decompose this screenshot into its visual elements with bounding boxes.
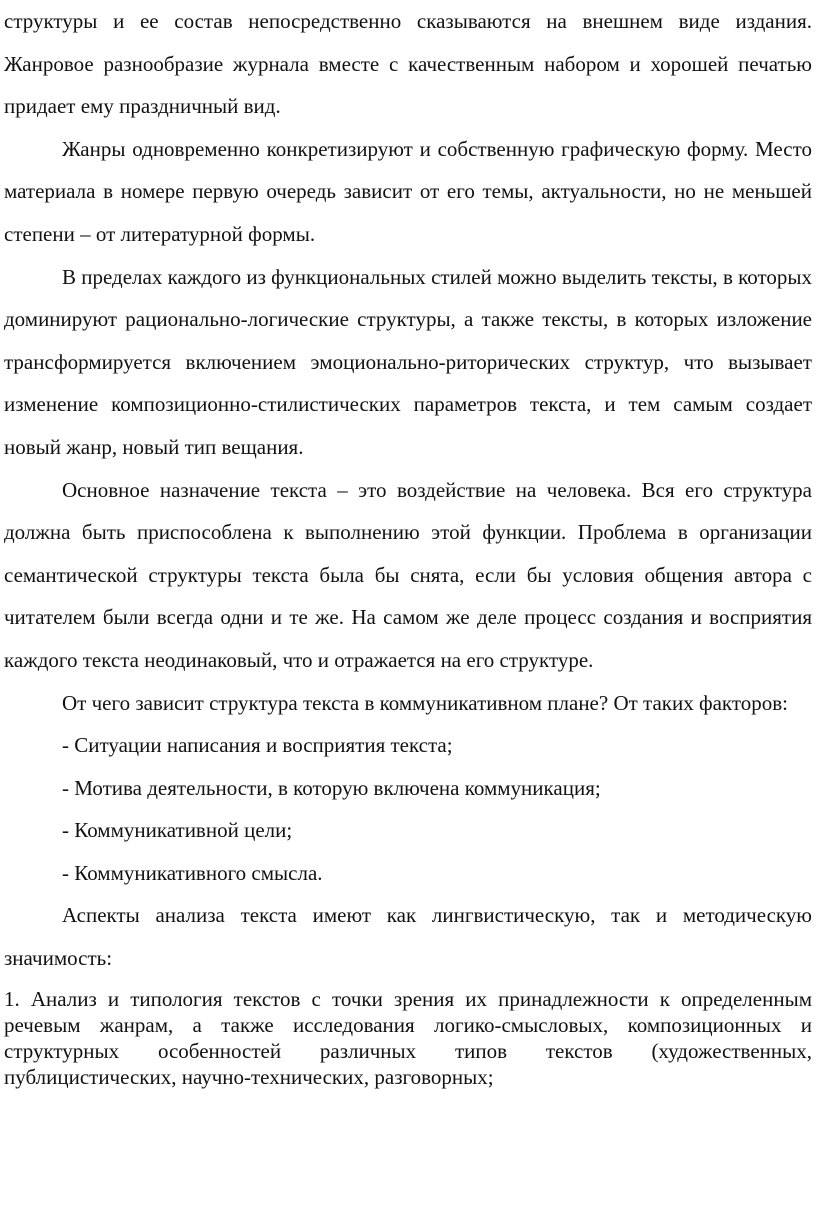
paragraph-structure-question: От чего зависит структура текста в коммуникативном плане? От таких факторов: — [62, 690, 788, 715]
paragraph-aspects: Аспекты анализа текста имеют как лингвистическую, так и методическую значимость: — [4, 903, 812, 971]
list-item-situation: - Ситуации написания и восприятия текста; — [62, 733, 453, 758]
list-item-goal: - Коммуникативной цели; — [62, 818, 293, 843]
list-item-motive: - Мотива деятельности, в которую включена коммуникация; — [62, 775, 601, 800]
paragraph-genres: Жанры одновременно конкретизируют и собственную графическую форму. Место материала в номере первую очередь зависит от его темы, актуальности, но не меньшей степени – от литературной формы. — [4, 136, 812, 246]
paragraph-numbered-1: 1. Анализ и типология текстов с точки зрения их принадлежности к определенным речевым жанрам, а также исследования логико-смысловых, композиционных и структурных особенностей различных типов текстов (художественных, публицистических, научно-технических, разговорных; — [4, 986, 812, 1089]
list-item-meaning: - Коммуникативного смысла. — [62, 860, 323, 885]
paragraph-text-purpose: Основное назначение текста – это воздействие на человека. Вся его структура должна быть приспособлена к выполнению этой функции. Проблема в организации семантической структуры текста была бы снята, если бы условия общения автора с читателем были всегда одни и те же. На самом же деле процесс создания и восприятия каждого текста неодинаковый, что и отражается на его структуре. — [4, 477, 812, 672]
paragraph-functional-styles: В пределах каждого из функциональных стилей можно выделить тексты, в которых доминируют рационально-логические структуры, а также тексты, в которых изложение трансформируется включением эмоционально-риторических структур, что вызывает изменение композиционно-стилистических параметров текста, и тем самым создает новый жанр, новый тип вещания. — [4, 264, 812, 459]
paragraph-continuation: структуры и ее состав непосредственно сказываются на внешнем виде издания. Жанровое разнообразие журнала вместе с качественным набором и хорошей печатью придает ему праздничный вид. — [4, 9, 812, 119]
